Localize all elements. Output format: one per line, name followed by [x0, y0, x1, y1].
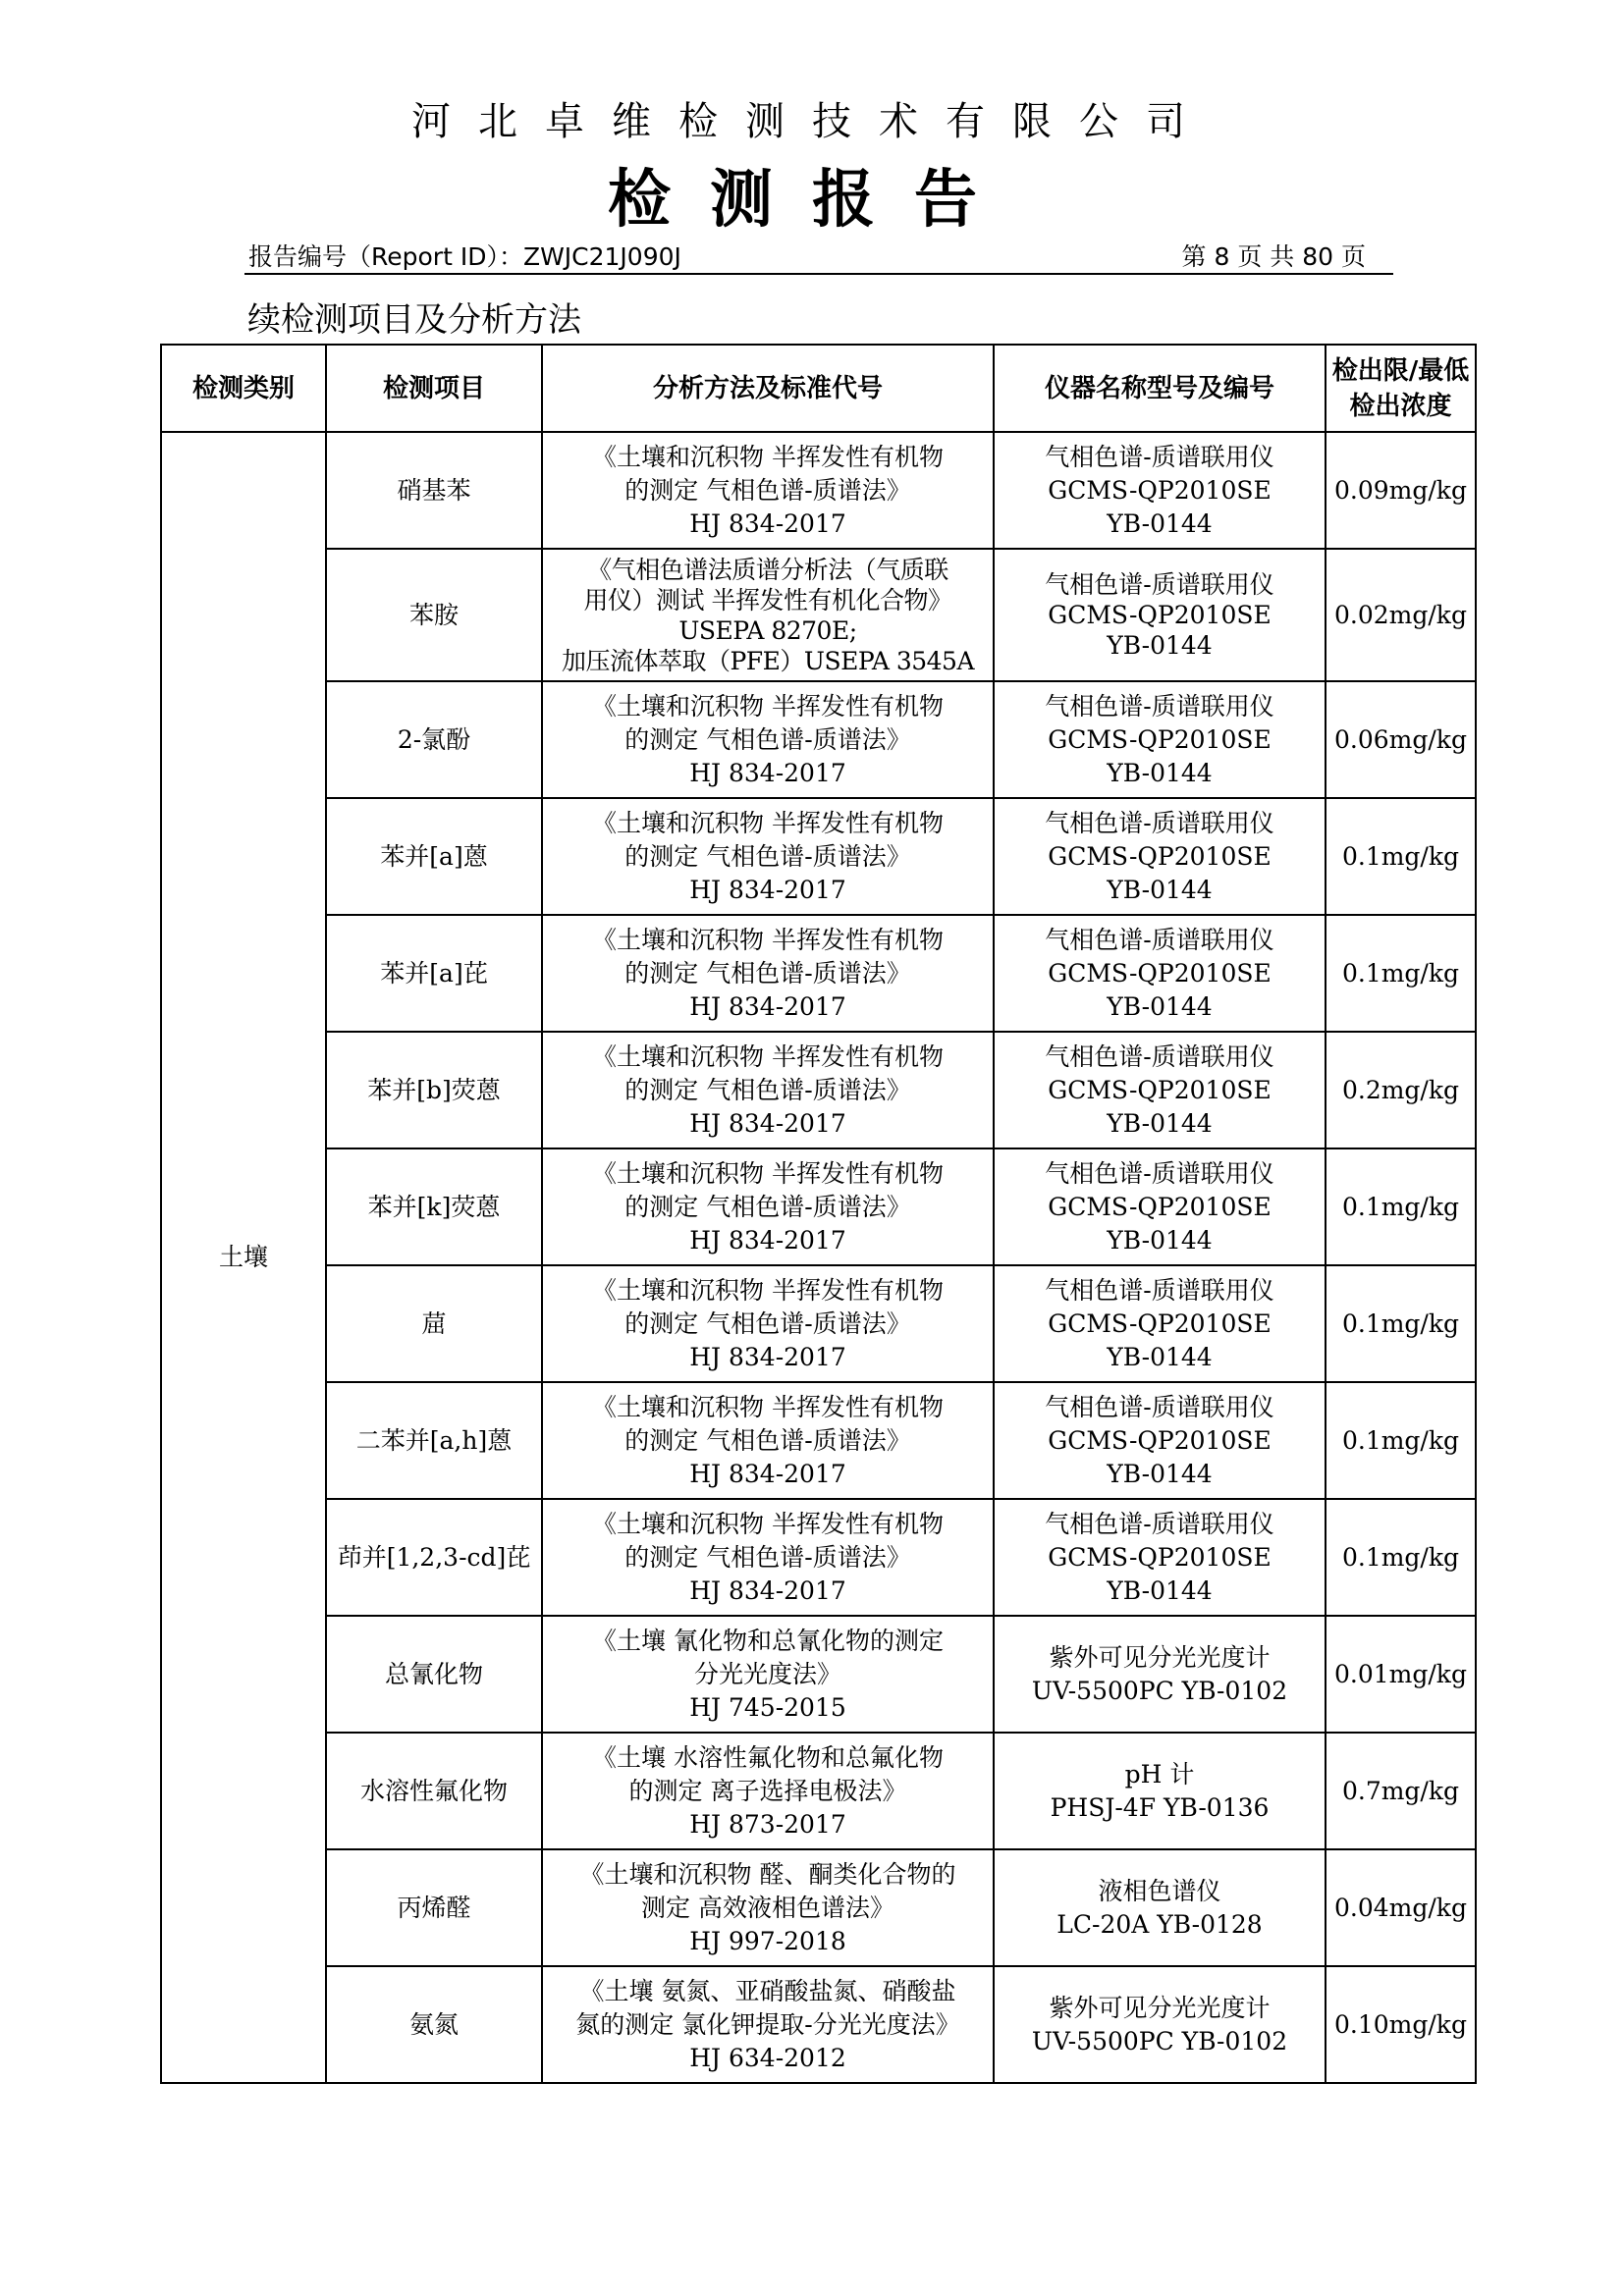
- method-line: HJ 834-2017: [689, 1575, 846, 1605]
- instrument-cell: [994, 681, 1326, 798]
- instrument-line: GCMS-QP2010SE: [1048, 958, 1272, 988]
- method-line: 《土壤和沉积物 半挥发性有机物: [592, 925, 944, 954]
- limit-cell: 0.1mg/kg: [1326, 1265, 1476, 1382]
- method-cell: [542, 549, 994, 681]
- col-header-limit: 检出限/最低检出浓度: [1326, 345, 1476, 432]
- table-row: [161, 681, 1476, 798]
- instrument-line: 气相色谱-质谱联用仪: [1045, 1158, 1274, 1188]
- method-line: USEPA 8270E;: [678, 615, 857, 645]
- col-header-category: 检测类别: [161, 345, 326, 432]
- item-cell: 氨氮: [326, 1966, 542, 2083]
- table-row: [161, 1733, 1476, 1849]
- method-line: 的测定 气相色谱-质谱法》: [624, 724, 911, 754]
- instrument-line: YB-0144: [1107, 1575, 1213, 1605]
- method-line: 分光光度法》: [693, 1659, 841, 1688]
- method-cell: [542, 915, 994, 1032]
- instrument-line: UV-5500PC YB-0102: [1031, 2026, 1288, 2056]
- instrument-line: 液相色谱仪: [1098, 1876, 1221, 1905]
- instrument-line: 气相色谱-质谱联用仪: [1045, 691, 1274, 721]
- instrument-line: GCMS-QP2010SE: [1048, 1425, 1272, 1455]
- item-cell: 水溶性氟化物: [326, 1733, 542, 1849]
- method-line: 的测定 气相色谱-质谱法》: [624, 1075, 911, 1104]
- method-line: 《土壤 水溶性氟化物和总氟化物: [592, 1742, 944, 1772]
- method-line: 测定 高效液相色谱法》: [641, 1893, 894, 1922]
- table-row: [161, 1265, 1476, 1382]
- report-meta-bar: [244, 238, 1393, 275]
- instrument-line: LC-20A YB-0128: [1056, 1909, 1263, 1939]
- limit-cell: 0.01mg/kg: [1326, 1616, 1476, 1733]
- method-line: 《土壤和沉积物 醛、酮类化合物的: [579, 1859, 956, 1889]
- instrument-line: 气相色谱-质谱联用仪: [1045, 925, 1274, 954]
- item-cell: 茚并[1,2,3-cd]芘: [326, 1499, 542, 1616]
- method-line: HJ 834-2017: [689, 1108, 846, 1138]
- item-cell: 苯并[k]荧蒽: [326, 1148, 542, 1265]
- method-line: 用仪）测试 半挥发性有机化合物》: [583, 585, 952, 614]
- instrument-line: GCMS-QP2010SE: [1048, 601, 1272, 629]
- limit-cell: 0.06mg/kg: [1326, 681, 1476, 798]
- col-header-item: 检测项目: [326, 345, 542, 432]
- method-line: HJ 834-2017: [689, 1225, 846, 1255]
- item-cell: 苯并[b]荧蒽: [326, 1032, 542, 1148]
- report-title: 检测报告: [608, 164, 1016, 237]
- method-line: HJ 834-2017: [689, 991, 846, 1021]
- method-cell: [542, 1733, 994, 1849]
- report-id: 报告编号（Report ID）：ZWJC21J090J: [248, 242, 681, 271]
- instrument-cell: [994, 1499, 1326, 1616]
- col-header-method: 分析方法及标准代号: [542, 345, 994, 432]
- item-cell: 2-氯酚: [326, 681, 542, 798]
- method-cell: [542, 798, 994, 915]
- instrument-line: UV-5500PC YB-0102: [1031, 1676, 1288, 1705]
- method-line: HJ 834-2017: [689, 758, 846, 787]
- item-cell: 丙烯醛: [326, 1849, 542, 1966]
- section-title: 续检测项目及分析方法: [247, 300, 581, 340]
- instrument-line: YB-0144: [1107, 1342, 1213, 1371]
- method-line: HJ 834-2017: [689, 508, 846, 538]
- method-cell: [542, 1032, 994, 1148]
- method-line: HJ 834-2017: [689, 1459, 846, 1488]
- limit-cell: 0.2mg/kg: [1326, 1032, 1476, 1148]
- method-cell: [542, 1148, 994, 1265]
- method-line: 《气相色谱法质谱分析法（气质联: [587, 555, 948, 584]
- instrument-line: GCMS-QP2010SE: [1048, 1075, 1272, 1104]
- table-row: [161, 1616, 1476, 1733]
- method-line: HJ 834-2017: [689, 1342, 846, 1371]
- limit-cell: 0.1mg/kg: [1326, 798, 1476, 915]
- instrument-cell: [994, 915, 1326, 1032]
- method-cell: [542, 1499, 994, 1616]
- method-line: 《土壤和沉积物 半挥发性有机物: [592, 1509, 944, 1538]
- method-line: 《土壤和沉积物 半挥发性有机物: [592, 808, 944, 837]
- method-line: 《土壤和沉积物 半挥发性有机物: [592, 442, 944, 471]
- item-cell: 䓛: [326, 1265, 542, 1382]
- col-header-instrument: 仪器名称型号及编号: [994, 345, 1326, 432]
- instrument-line: GCMS-QP2010SE: [1048, 1542, 1272, 1572]
- method-line: 的测定 气相色谱-质谱法》: [624, 1192, 911, 1221]
- method-line: 《土壤和沉积物 半挥发性有机物: [592, 1158, 944, 1188]
- instrument-line: 气相色谱-质谱联用仪: [1045, 1509, 1274, 1538]
- instrument-line: 气相色谱-质谱联用仪: [1045, 442, 1274, 471]
- limit-cell: 0.1mg/kg: [1326, 1148, 1476, 1265]
- method-cell: [542, 1382, 994, 1499]
- instrument-cell: [994, 798, 1326, 915]
- instrument-line: YB-0144: [1107, 991, 1213, 1021]
- method-line: 的测定 气相色谱-质谱法》: [624, 1425, 911, 1455]
- method-cell: [542, 1849, 994, 1966]
- table-row: [161, 1382, 1476, 1499]
- method-cell: [542, 1265, 994, 1382]
- table-row: [161, 915, 1476, 1032]
- category-cell: 土壤: [161, 432, 326, 2083]
- item-cell: 苯并[a]蒽: [326, 798, 542, 915]
- limit-cell: 0.04mg/kg: [1326, 1849, 1476, 1966]
- item-cell: 硝基苯: [326, 432, 542, 549]
- method-line: 的测定 气相色谱-质谱法》: [624, 1542, 911, 1572]
- instrument-line: 气相色谱-质谱联用仪: [1045, 1275, 1274, 1305]
- instrument-line: YB-0144: [1107, 758, 1213, 787]
- instrument-line: pH 计: [1124, 1759, 1195, 1789]
- method-cell: [542, 1616, 994, 1733]
- table-row: [161, 432, 1476, 549]
- table-row: [161, 1032, 1476, 1148]
- method-line: HJ 745-2015: [689, 1692, 846, 1722]
- instrument-line: YB-0144: [1107, 508, 1213, 538]
- table-header-row: [161, 345, 1476, 432]
- table-row: [161, 798, 1476, 915]
- table-body: [161, 432, 1476, 2083]
- method-line: 加压流体萃取（PFE）USEPA 3545A: [561, 646, 975, 675]
- table-row: [161, 1148, 1476, 1265]
- instrument-line: YB-0144: [1107, 631, 1213, 660]
- method-line: 的测定 气相色谱-质谱法》: [624, 1308, 911, 1338]
- method-line: HJ 873-2017: [689, 1809, 846, 1839]
- table-row: [161, 549, 1476, 681]
- instrument-line: 紫外可见分光光度计: [1049, 1993, 1271, 2022]
- instrument-cell: [994, 1966, 1326, 2083]
- method-line: 的测定 气相色谱-质谱法》: [624, 958, 911, 988]
- instrument-line: GCMS-QP2010SE: [1048, 475, 1272, 505]
- item-cell: 二苯并[a,h]蒽: [326, 1382, 542, 1499]
- table-row: [161, 1499, 1476, 1616]
- table-row: [161, 1849, 1476, 1966]
- instrument-cell: [994, 1849, 1326, 1966]
- instrument-line: GCMS-QP2010SE: [1048, 841, 1272, 871]
- instrument-line: 气相色谱-质谱联用仪: [1045, 1041, 1274, 1071]
- instrument-cell: [994, 1733, 1326, 1849]
- limit-cell: 0.1mg/kg: [1326, 1382, 1476, 1499]
- methods-table: [160, 344, 1477, 2084]
- table-row: [161, 1966, 1476, 2083]
- limit-cell: 0.02mg/kg: [1326, 549, 1476, 681]
- method-line: 的测定 气相色谱-质谱法》: [624, 475, 911, 505]
- instrument-cell: [994, 1032, 1326, 1148]
- item-cell: 苯胺: [326, 549, 542, 681]
- instrument-line: YB-0144: [1107, 1459, 1213, 1488]
- instrument-line: 气相色谱-质谱联用仪: [1045, 808, 1274, 837]
- limit-cell: 0.1mg/kg: [1326, 915, 1476, 1032]
- instrument-cell: [994, 1616, 1326, 1733]
- method-cell: [542, 432, 994, 549]
- instrument-cell: [994, 432, 1326, 549]
- limit-cell: 0.10mg/kg: [1326, 1966, 1476, 2083]
- instrument-line: YB-0144: [1107, 1108, 1213, 1138]
- instrument-line: YB-0144: [1107, 1225, 1213, 1255]
- instrument-line: 紫外可见分光光度计: [1049, 1642, 1271, 1672]
- instrument-cell: [994, 1382, 1326, 1499]
- item-cell: 苯并[a]芘: [326, 915, 542, 1032]
- method-line: HJ 834-2017: [689, 875, 846, 904]
- instrument-line: GCMS-QP2010SE: [1048, 1192, 1272, 1221]
- method-line: 《土壤和沉积物 半挥发性有机物: [592, 1275, 944, 1305]
- method-line: 《土壤和沉积物 半挥发性有机物: [592, 1392, 944, 1421]
- method-line: 《土壤 氨氮、亚硝酸盐氮、硝酸盐: [579, 1976, 956, 2005]
- instrument-cell: [994, 549, 1326, 681]
- method-line: 的测定 气相色谱-质谱法》: [624, 841, 911, 871]
- instrument-line: YB-0144: [1107, 875, 1213, 904]
- method-cell: [542, 681, 994, 798]
- method-line: 《土壤和沉积物 半挥发性有机物: [592, 1041, 944, 1071]
- instrument-line: PHSJ-4F YB-0136: [1050, 1792, 1270, 1822]
- method-line: 《土壤 氰化物和总氰化物的测定: [592, 1626, 944, 1655]
- method-line: 《土壤和沉积物 半挥发性有机物: [592, 691, 944, 721]
- instrument-cell: [994, 1265, 1326, 1382]
- method-cell: [542, 1966, 994, 2083]
- limit-cell: 0.1mg/kg: [1326, 1499, 1476, 1616]
- instrument-cell: [994, 1148, 1326, 1265]
- limit-cell: 0.7mg/kg: [1326, 1733, 1476, 1849]
- instrument-line: 气相色谱-质谱联用仪: [1045, 570, 1274, 599]
- method-line: HJ 997-2018: [689, 1926, 846, 1955]
- page-info: 第 8 页 共 80 页: [1181, 242, 1366, 271]
- limit-cell: 0.09mg/kg: [1326, 432, 1476, 549]
- company-name: 河北卓维检测技术有限公司: [411, 99, 1213, 144]
- instrument-line: 气相色谱-质谱联用仪: [1045, 1392, 1274, 1421]
- method-line: 的测定 离子选择电极法》: [628, 1776, 907, 1805]
- method-line: HJ 634-2012: [689, 2043, 846, 2072]
- instrument-line: GCMS-QP2010SE: [1048, 1308, 1272, 1338]
- item-cell: 总氰化物: [326, 1616, 542, 1733]
- instrument-line: GCMS-QP2010SE: [1048, 724, 1272, 754]
- method-line: 氮的测定 氯化钾提取-分光光度法》: [575, 2009, 960, 2039]
